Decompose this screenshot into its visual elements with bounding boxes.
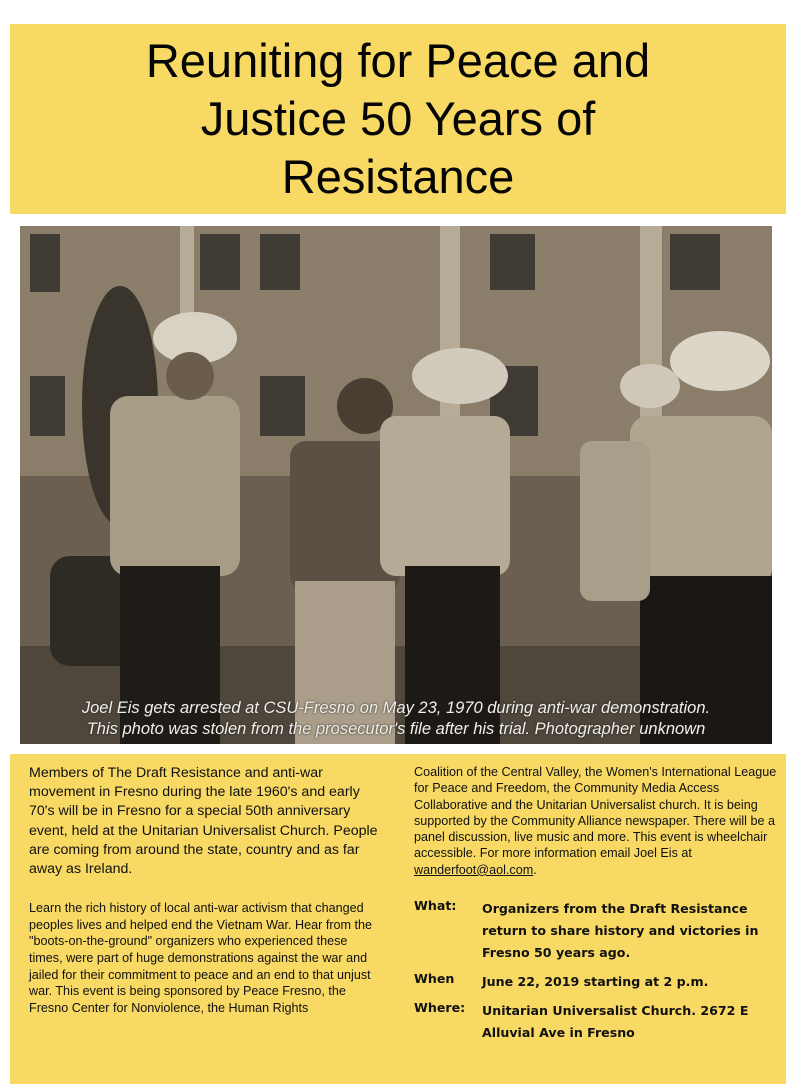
- what-row: [414, 898, 782, 964]
- event-info: [414, 898, 782, 1044]
- sponsors-paragraph: [414, 764, 782, 878]
- where-label: Where:: [414, 1000, 466, 1016]
- where-value: Unitarian Universalist Church. 2672 E Alluvial Ave in Fresno: [482, 1003, 749, 1041]
- email-link[interactable]: wanderfoot@aol.com: [414, 862, 534, 877]
- what-label: What:: [414, 898, 457, 914]
- photo-caption: [20, 698, 772, 740]
- event-details-box: [10, 754, 786, 1084]
- sponsors-text: Coalition of the Central Valley, the Women's International League for Peace and Freedom, the Community Media Access Collaborative and the Unitarian Universalist church. It is being supported by the Community Alliance newspaper. There will be a panel discussion, live music and more. This event is wheelchair accessible. For more information email Joel Eis at: [414, 765, 777, 861]
- event-title: Reuniting for Peace and Justice 50 Years of Resistance: [145, 33, 651, 204]
- photo-illustration: [20, 226, 772, 744]
- caption-line-2: This photo was stolen from the prosecutor's file after his trial. Photographer unknown: [86, 720, 706, 738]
- left-column: [29, 764, 381, 1016]
- title-banner: [10, 24, 786, 214]
- when-label: When: [414, 971, 455, 987]
- when-value: June 22, 2019 starting at 2 p.m.: [482, 974, 709, 990]
- intro-paragraph: Members of The Draft Resistance and anti-war movement in Fresno during the late 1960's and early 70's will be in Fresno for a special 50th anniversary event, held at the Unitarian Universalist Church. People are coming from around the state, country and as far away as Ireland.: [29, 765, 378, 878]
- what-value: Organizers from the Draft Resistance return to share history and victories in Fresno 50 years ago.: [482, 901, 759, 961]
- arrest-photo: [20, 226, 772, 744]
- when-row: [414, 971, 782, 993]
- right-column: [414, 764, 782, 1051]
- caption-line-1: Joel Eis gets arrested at CSU-Fresno on May 23, 1970 during anti-war demonstration.: [81, 699, 711, 717]
- where-row: [414, 1000, 782, 1044]
- history-paragraph: Learn the rich history of local anti-war activism that changed peoples lives and helped end the Vietnam War. Hear from the "boots-on-the-ground" organizers who experienced these times, were part of huge demonstrations against the war and jailed for their commitment to peace and an end to that unjust war. This event is being sponsored by Peace Fresno, the Fresno Center for Nonviolence, the Human Rights: [29, 901, 373, 1015]
- email-suffix: .: [533, 862, 537, 877]
